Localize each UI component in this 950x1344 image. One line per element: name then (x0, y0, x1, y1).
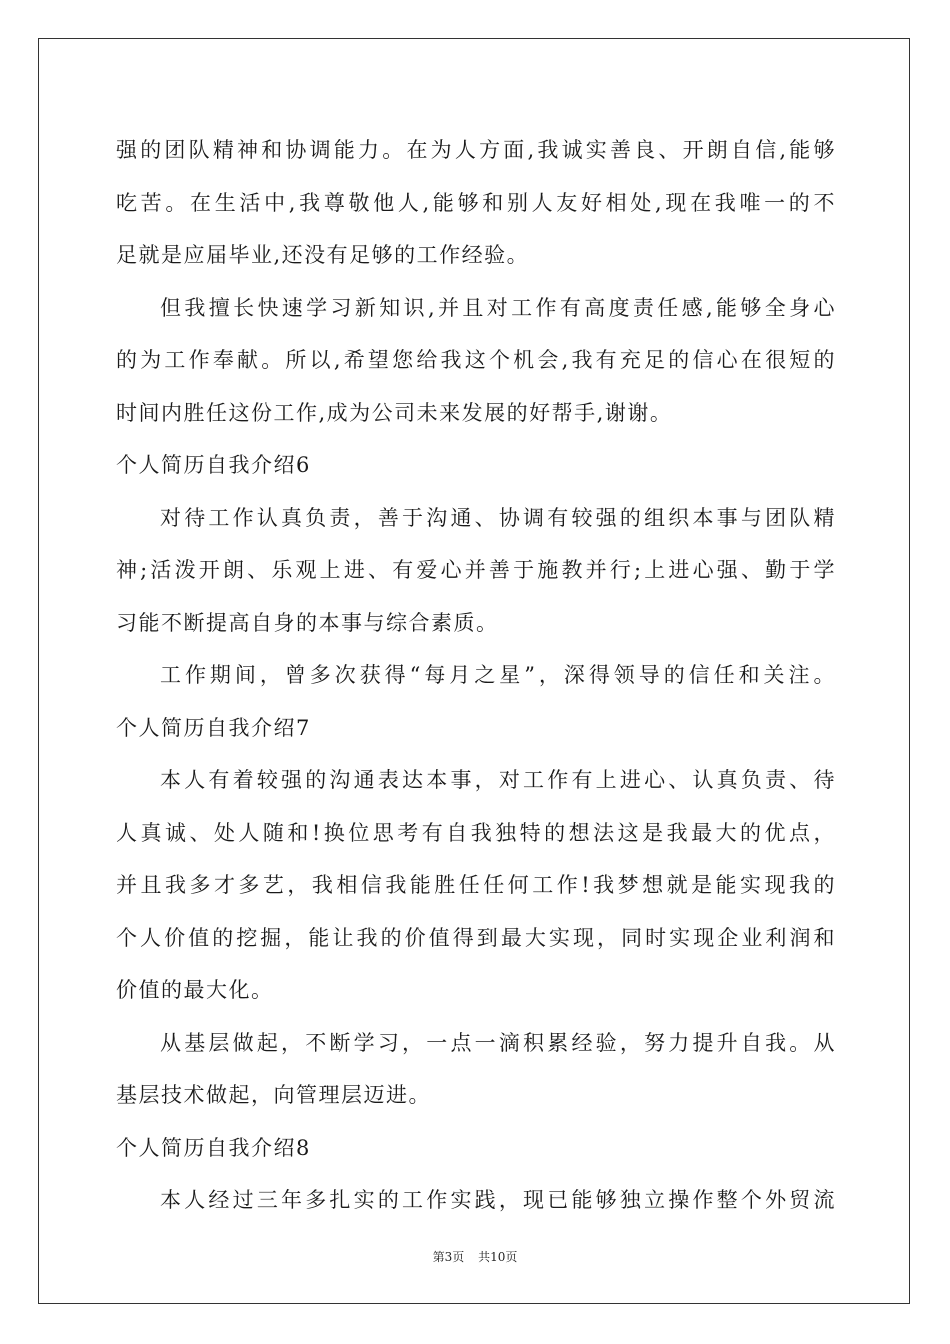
document-body (116, 128, 836, 1231)
text-line: 吃苦。在生活中,我尊敬他人,能够和别人友好相处,现在我唯一的不 (116, 190, 836, 215)
text-line: 本人有着较强的沟通表达本事，对工作有上进心、认真负责、待 (160, 768, 836, 792)
section-heading: 个人简历自我介绍8 (116, 1135, 311, 1160)
text-line: 价值的最大化。 (116, 978, 274, 1002)
text-line: 但我擅长快速学习新知识,并且对工作有高度责任感,能够全身心 (160, 295, 836, 320)
text-line: 足就是应届毕业,还没有足够的工作经验。 (116, 243, 530, 267)
text-line: 对待工作认真负责，善于沟通、协调有较强的组织本事与团队精 (160, 505, 836, 530)
text-line: 时间内胜任这份工作,成为公司未来发展的好帮手,谢谢。 (116, 400, 673, 425)
text-line: 的为工作奉献。所以,希望您给我这个机会,我有充足的信心在很短的 (116, 348, 836, 372)
text-line: 个人价值的挖掘，能让我的价值得到最大实现，同时实现企业利润和 (116, 925, 836, 950)
text-line: 本人经过三年多扎实的工作实践，现已能够独立操作整个外贸流 (160, 1188, 836, 1212)
section-heading: 个人简历自我介绍7 (116, 715, 311, 740)
text-line: 强的团队精神和协调能力。在为人方面,我诚实善良、开朗自信,能够 (116, 138, 836, 162)
text-line: 习能不断提高自身的本事与综合素质。 (116, 610, 499, 635)
text-line: 基层技术做起，向管理层迈进。 (116, 1083, 431, 1107)
text-line: 从基层做起，不断学习，一点一滴积累经验，努力提升自我。从 (160, 1030, 836, 1055)
text-line: 并且我多才多艺，我相信我能胜任任何工作!我梦想就是能实现我的 (116, 873, 836, 897)
page-footer (0, 1248, 950, 1265)
page-number: 第3页 (432, 1250, 465, 1264)
page-total: 共10页 (478, 1250, 518, 1264)
section-heading: 个人简历自我介绍6 (116, 453, 311, 477)
text-line: 神;活泼开朗、乐观上进、有爱心并善于施教并行;上进心强、勤于学 (116, 558, 836, 582)
text-line: 工作期间，曾多次获得“每月之星”，深得领导的信任和关注。 (160, 663, 836, 687)
text-line: 人真诚、处人随和!换位思考有自我独特的想法这是我最大的优点， (116, 820, 836, 845)
